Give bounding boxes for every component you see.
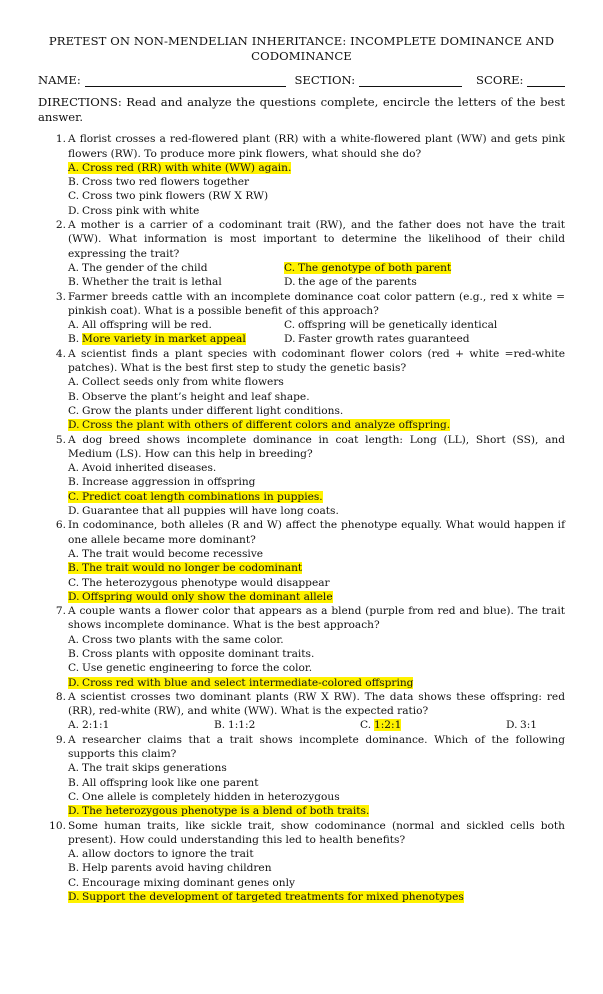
highlighted-answer: D. Cross the plant with others of different colors and analyze offspring. [68, 419, 451, 432]
option-a[interactable]: A. All offspring will be red. [68, 319, 212, 332]
option-c[interactable]: C. One allele is completely hidden in heterozygous [68, 790, 340, 803]
option-a[interactable]: A. allow doctors to ignore the trait [68, 848, 254, 861]
option-b[interactable]: B. All offspring look like one parent [68, 776, 259, 789]
highlighted-answer: 1:2:1 [374, 719, 402, 732]
highlighted-answer: A. Cross red (RR) with white (WW) again. [68, 161, 292, 174]
question-2 [38, 218, 565, 289]
question-3 [38, 290, 565, 347]
option-d[interactable]: D. 3:1 [506, 719, 538, 732]
question-stem: A scientist crosses two dominant plants (RW X RW). The data shows these offspring: red (RR), red-white (RW), and white (WW). What is the expected ratio? [68, 690, 565, 718]
question-5 [38, 433, 565, 519]
score-label: SCORE: [476, 73, 524, 87]
option-b[interactable]: B. Cross plants with opposite dominant traits. [68, 647, 315, 660]
question-1 [38, 132, 565, 218]
question-number: 8. [55, 690, 66, 703]
question-number: 10. [49, 819, 66, 832]
option-c[interactable]: C. Encourage mixing dominant genes only [68, 876, 295, 889]
highlighted-answer: D. Cross red with blue and select intermediate-colored offspring [68, 676, 414, 689]
page-title [38, 34, 565, 64]
option-d[interactable] [68, 676, 565, 690]
highlighted-answer: B. The trait would no longer be codominant [68, 562, 303, 575]
question-number: 3. [55, 290, 66, 303]
question-number: 4. [55, 347, 66, 360]
question-list [38, 132, 565, 904]
option-b[interactable]: B. Cross two red flowers together [68, 176, 250, 189]
options-grid [68, 318, 565, 347]
option-b[interactable]: B. Observe the plant’s height and leaf shape. [68, 390, 310, 403]
question-stem: Some human traits, like sickle trait, show codominance (normal and sickled cells both present). How could understanding this led to health benefits? [68, 819, 565, 846]
option-b[interactable] [68, 561, 565, 575]
directions-text: DIRECTIONS: Read and analyze the questions complete, encircle the letters of the best answer. [38, 95, 565, 125]
option-a[interactable]: A. 2:1:1 [68, 719, 110, 732]
highlighted-answer: D. The heterozygous phenotype is a blend of both traits. [68, 805, 370, 818]
option-d[interactable] [68, 804, 565, 818]
question-stem: A researcher claims that a trait shows incomplete dominance. Which of the following supports this claim? [68, 733, 565, 761]
question-stem: In codominance, both alleles (R and W) affect the phenotype equally. What would happen if one allele became more dominant? [68, 519, 565, 546]
question-number: 1. [55, 133, 66, 146]
question-number: 6. [55, 519, 66, 532]
question-6 [38, 518, 565, 604]
question-stem: A couple wants a flower color that appears as a blend (purple from red and blue). The trait shows incomplete dominance. What is the best approach? [68, 605, 565, 632]
options-grid [68, 718, 565, 732]
option-c[interactable]: C. 1:2:1 [360, 719, 402, 732]
option-d[interactable] [68, 590, 565, 604]
option-a[interactable]: A. Cross two plants with the same color. [68, 633, 284, 646]
question-number: 9. [55, 733, 66, 746]
option-c[interactable]: C. The heterozygous phenotype would disappear [68, 576, 330, 589]
option-c[interactable] [284, 261, 565, 275]
question-stem: A scientist finds a plant species with codominant flower colors (red + white =red-white patches). What is the best first step to study the genetic basis? [68, 347, 565, 375]
option-d[interactable]: D. Faster growth rates guaranteed [284, 333, 470, 346]
student-info-line [38, 73, 565, 87]
question-4 [38, 347, 565, 433]
question-number: 7. [55, 605, 66, 618]
highlighted-answer: D. Support the development of targeted treatments for mixed phenotypes [68, 891, 464, 904]
highlighted-answer: More variety in market appeal [82, 333, 246, 346]
question-stem: A mother is a carrier of a codominant trait (RW), and the father does not have the trait (WW). What information is most important to determine the likelihood of their child expressing the trait? [68, 219, 565, 260]
question-number: 5. [55, 433, 66, 446]
option-b[interactable]: B. More variety in market appeal [68, 333, 246, 346]
title-line-1: PRETEST ON NON-MENDELIAN INHERITANCE: INCOMPLETE DOMINANCE AND [48, 34, 555, 48]
question-10 [38, 819, 565, 905]
option-c[interactable]: C. Cross two pink flowers (RW X RW) [68, 190, 269, 203]
highlighted-answer: C. The genotype of both parent [284, 261, 452, 274]
option-a[interactable]: A. The trait skips generations [68, 762, 227, 775]
option-a[interactable]: A. The trait would become recessive [68, 547, 264, 560]
question-7 [38, 604, 565, 690]
option-b[interactable]: B. 1:1:2 [214, 719, 256, 732]
score-blank[interactable] [527, 74, 565, 87]
highlighted-answer: C. Predict coat length combinations in puppies. [68, 490, 323, 503]
question-number: 2. [55, 219, 66, 232]
option-a[interactable] [68, 161, 565, 175]
option-d[interactable]: D. the age of the parents [284, 276, 417, 289]
question-9 [38, 733, 565, 819]
option-c[interactable] [68, 490, 565, 504]
option-d[interactable] [68, 890, 565, 904]
highlighted-answer: D. Offspring would only show the dominant allele [68, 590, 333, 603]
option-c[interactable]: C. Grow the plants under different light conditions. [68, 404, 344, 417]
option-c[interactable]: C. Use genetic engineering to force the color. [68, 662, 313, 675]
option-c[interactable]: C. offspring will be genetically identical [284, 319, 498, 332]
question-8 [38, 690, 565, 733]
option-a[interactable]: A. Avoid inherited diseases. [68, 462, 217, 475]
option-b[interactable]: B. Help parents avoid having children [68, 862, 272, 875]
section-blank[interactable] [359, 74, 462, 87]
option-a[interactable]: A. The gender of the child [68, 261, 208, 274]
question-stem: A florist crosses a red-flowered plant (RR) with a white-flowered plant (WW) and gets pink flowers (RW). To produce more pink flowers, what should she do? [68, 133, 565, 160]
options-grid [68, 261, 565, 290]
name-label: NAME: [38, 73, 81, 87]
option-a[interactable]: A. Collect seeds only from white flowers [68, 376, 284, 389]
name-blank[interactable] [85, 74, 287, 87]
option-b[interactable]: B. Increase aggression in offspring [68, 476, 256, 489]
title-line-2: CODOMINANCE [251, 49, 352, 63]
option-d[interactable]: D. Cross pink with white [68, 204, 200, 217]
option-d[interactable] [68, 418, 565, 432]
section-label: SECTION: [294, 73, 356, 87]
question-stem: Farmer breeds cattle with an incomplete dominance coat color pattern (e.g., red x white = pinkish coat). What is a possible benefit of this approach? [68, 290, 565, 317]
option-b[interactable]: B. Whether the trait is lethal [68, 276, 222, 289]
question-stem: A dog breed shows incomplete dominance in coat length: Long (LL), Short (SS), and Medium (LS). How can this help in breeding? [68, 433, 565, 460]
option-d[interactable]: D. Guarantee that all puppies will have long coats. [68, 505, 339, 518]
